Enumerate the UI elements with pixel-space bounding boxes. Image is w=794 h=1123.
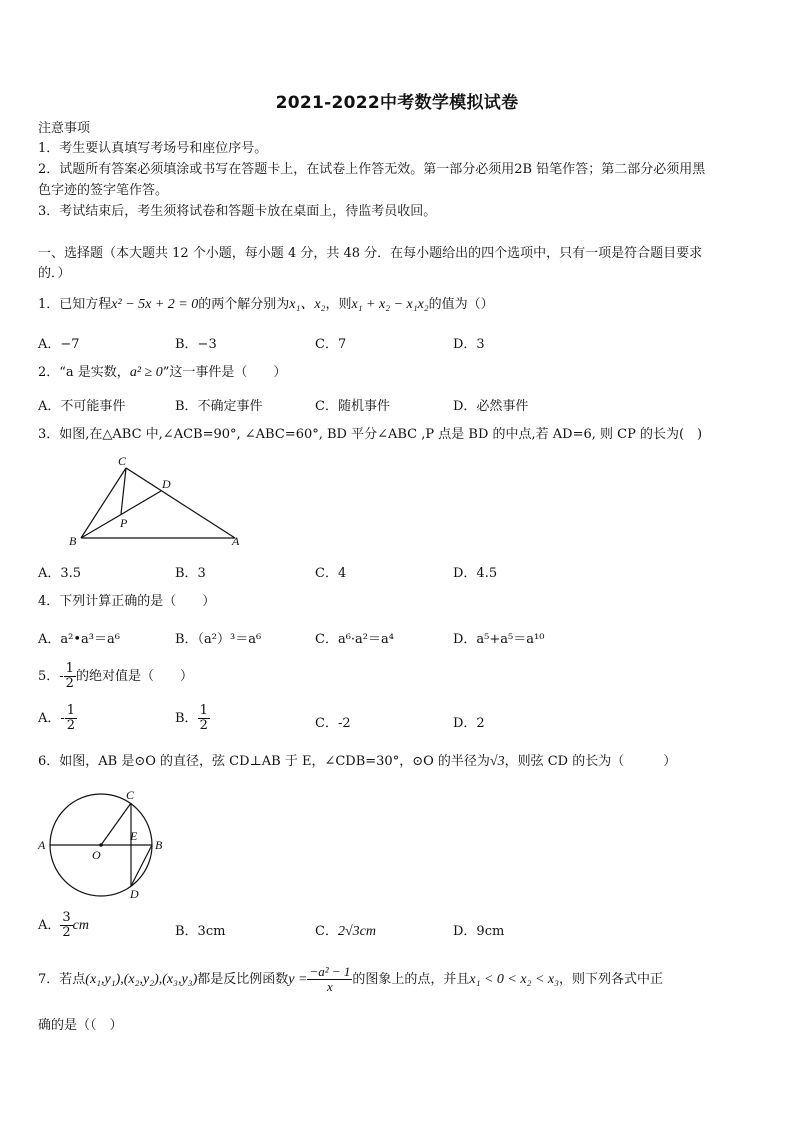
q5-denominator: 2 bbox=[65, 676, 74, 691]
q6-option-c-expr: 2√3cm bbox=[337, 924, 376, 939]
radius-oc bbox=[101, 803, 131, 845]
segment-bd bbox=[81, 491, 161, 538]
q7-pre: 7．若点 bbox=[38, 972, 86, 987]
q5-option-b-prefix: B． bbox=[175, 711, 198, 726]
label-a: A bbox=[38, 838, 46, 852]
notice-item-2: 2．试题所有答案必须填涂或书写在答题卡上，在试卷上作答无效。第一部分必须用2B 铅笔作答；第二部分必须用黑 bbox=[38, 162, 706, 177]
label-e: E bbox=[130, 829, 138, 843]
label-d: D bbox=[130, 887, 139, 901]
q5-fraction bbox=[64, 662, 76, 691]
q6-option-a-unit: cm bbox=[72, 918, 89, 933]
q1-mid: 的两个解分别为 bbox=[198, 297, 290, 312]
q5-option-a-prefix: A．- bbox=[38, 711, 65, 726]
question-6 bbox=[38, 752, 676, 772]
section-heading-line1: 一、选择题（本大题共 12 个小题，每小题 4 分，共 48 分．在每小题给出的四个选项中，只有一项是符合题目要求 bbox=[38, 246, 703, 261]
q2-option-d: D．必然事件 bbox=[453, 399, 529, 414]
q1-pre: 1．已知方程 bbox=[38, 297, 112, 312]
label-o: O bbox=[92, 848, 101, 862]
segment-db bbox=[131, 845, 152, 886]
q7-function-num: −a² − 1 bbox=[309, 964, 351, 979]
page-title: 2021-2022中考数学模拟试卷 bbox=[275, 93, 519, 113]
q5-option-b-fraction bbox=[198, 704, 210, 733]
question-1 bbox=[38, 295, 494, 315]
label-d: D bbox=[162, 477, 171, 491]
label-b: B bbox=[155, 838, 163, 852]
q2-option-a: A．不可能事件 bbox=[38, 399, 126, 414]
q5-option-a bbox=[38, 704, 77, 733]
q5-option-a-num: 1 bbox=[66, 703, 76, 718]
q3-option-a: A．3.5 bbox=[38, 566, 82, 581]
q6-option-a-num: 3 bbox=[62, 910, 71, 925]
q5-option-a-den: 2 bbox=[66, 718, 76, 733]
question-5 bbox=[38, 662, 193, 691]
q4-option-a: A．a²•a³＝a⁶ bbox=[38, 632, 120, 647]
q7-function-fraction bbox=[307, 965, 352, 994]
q1-mid2: ，则 bbox=[325, 297, 352, 312]
q3-option-c: C．4 bbox=[315, 566, 347, 581]
q4-option-b: B．（a²）³＝a⁶ bbox=[175, 632, 262, 647]
q6-option-b: B．3cm bbox=[175, 924, 226, 939]
q1-equation: x² − 5x + 2 = 0 bbox=[111, 297, 199, 312]
q1-option-d: D．3 bbox=[453, 337, 485, 352]
q5-option-b-den: 2 bbox=[199, 718, 208, 733]
q6-option-a-fraction bbox=[60, 911, 72, 940]
label-c: C bbox=[126, 788, 135, 802]
center-point bbox=[99, 843, 103, 847]
q1-option-c: C．7 bbox=[315, 337, 347, 352]
label-b: B bbox=[69, 534, 77, 548]
q5-option-b bbox=[175, 704, 210, 733]
q6-option-a-prefix: A． bbox=[38, 918, 61, 933]
q7-post: ，则下列各式中正 bbox=[559, 972, 664, 987]
q1-option-b: B．−3 bbox=[175, 337, 217, 352]
q2-pre: 2．“a 是实数， bbox=[38, 365, 130, 380]
q2-option-b: B．不确定事件 bbox=[175, 399, 263, 414]
question-3: 3．如图,在△ABC 中,∠ACB=90°, ∠ABC=60°, BD 平分∠ABC ,P 点是 BD 的中点,若 AD=6, 则 CP 的长为( ) bbox=[38, 427, 703, 442]
q5-pre: 5．- bbox=[38, 669, 64, 684]
q5-post: 的绝对值是（ ） bbox=[75, 669, 193, 684]
q6-option-c-prefix: C． bbox=[315, 924, 338, 939]
q7-points: (x₁,y₁),(x₂,y₂),(x₃,y₃) bbox=[85, 972, 198, 987]
question-2 bbox=[38, 363, 286, 383]
q4-option-c: C．a⁶·a²＝a⁴ bbox=[315, 632, 394, 647]
q6-post: ，则弦 CD 的长为（ ） bbox=[504, 754, 677, 769]
question-4: 4．下列计算正确的是（ ） bbox=[38, 594, 216, 609]
q1-expression: x₁ + x₂ − x₁x₂ bbox=[351, 297, 429, 312]
q7-function-den: x bbox=[327, 979, 333, 994]
q4-option-d: D．a⁵+a⁵＝a¹⁰ bbox=[453, 632, 545, 647]
q3-option-b: B．3 bbox=[175, 566, 206, 581]
q2-expression: a² ≥ 0 bbox=[129, 365, 163, 380]
label-p: P bbox=[120, 516, 128, 530]
q6-radical: √3 bbox=[489, 754, 505, 769]
circle-figure bbox=[34, 785, 174, 905]
segment-ca bbox=[126, 468, 235, 538]
triangle-figure bbox=[60, 450, 260, 550]
q5-option-c: C．-2 bbox=[315, 716, 351, 731]
q6-pre: 6．如图，AB 是⊙O 的直径，弦 CD⊥AB 于 E，∠CDB=30°，⊙O 的半径为 bbox=[38, 754, 490, 769]
notice-item-2-cont: 色字迹的签字笔作答。 bbox=[38, 183, 169, 198]
q5-option-b-num: 1 bbox=[199, 703, 208, 718]
q3-option-d: D．4.5 bbox=[453, 566, 498, 581]
q1-vars: x₁、x₂ bbox=[289, 297, 326, 312]
q7-condition: x₁ < 0 < x₂ < x₃ bbox=[469, 972, 559, 987]
section-heading-line2: 的．） bbox=[38, 266, 71, 281]
notice-item-3: 3．考试结束后，考生须将试卷和答题卡放在桌面上，待监考员收回。 bbox=[38, 204, 437, 219]
q2-option-c: C．随机事件 bbox=[315, 399, 390, 414]
label-a: A bbox=[232, 534, 240, 548]
q5-numerator: 1 bbox=[65, 661, 74, 676]
q5-option-a-fraction bbox=[65, 704, 77, 733]
q1-option-a: A．−7 bbox=[38, 337, 80, 352]
q1-post: 的值为（） bbox=[428, 297, 494, 312]
q7-function-lhs: y = bbox=[288, 972, 308, 987]
q6-option-a bbox=[38, 911, 89, 940]
question-7 bbox=[38, 965, 663, 994]
q6-option-c bbox=[315, 920, 376, 940]
q6-option-a-den: 2 bbox=[62, 925, 71, 940]
notice-item-1: 1．考生要认真填写考场号和座位序号。 bbox=[38, 141, 268, 156]
q6-option-d: D．9cm bbox=[453, 924, 505, 939]
question-7-line2: 确的是（（ ） bbox=[38, 1018, 123, 1033]
q7-mid2: 的图象上的点，并且 bbox=[352, 972, 470, 987]
q5-option-d: D．2 bbox=[453, 716, 485, 731]
label-c: C bbox=[118, 454, 127, 468]
q7-mid: 都是反比例函数 bbox=[197, 972, 289, 987]
notice-heading: 注意事项 bbox=[38, 121, 91, 136]
q2-post: ”这一事件是（ ） bbox=[162, 365, 287, 380]
